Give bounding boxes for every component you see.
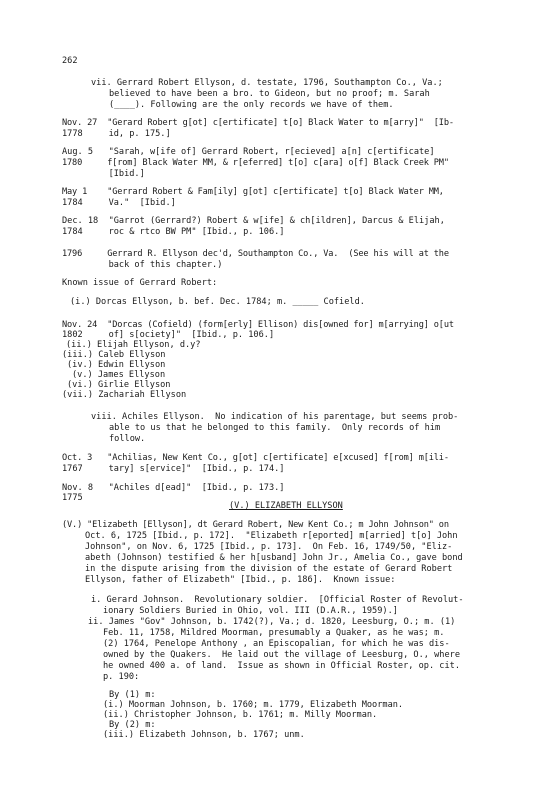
text-line: (ii.) Christopher Johnson, b. 1761; m. Milly Moorman. [103, 710, 378, 720]
text-line: By (1) m: [109, 690, 156, 700]
text-line: Nov. 27 "Gerard Robert g[ot] c[ertificate] t[o] Black Water to m[arry]" [Ib- [62, 118, 454, 128]
text-line: abeth (Johnson) testified & her h[usband] John Jr., Amelia Co., gave bond [85, 553, 463, 563]
text-line: (iii.) Caleb Ellyson [62, 350, 166, 360]
text-line: ionary Soldiers Buried in Ohio, vol. III (D.A.R., 1959).] [103, 606, 398, 616]
text-line: vii. Gerrard Robert Ellyson, d. testate, 1796, Southampton Co., Va.; [91, 78, 443, 88]
text-line: 1778 id, p. 175.] [62, 129, 171, 139]
text-line: 1775 [62, 493, 83, 503]
text-line: follow. [109, 434, 146, 444]
text-line: (iv.) Edwin Ellyson [67, 360, 166, 370]
text-line: p. 190: [103, 672, 140, 682]
text-line: (vi.) Girlie Ellyson [67, 380, 171, 390]
text-line: believed to have been a bro. to Gideon, but no proof; m. Sarah [109, 89, 430, 99]
text-line: 1802 of] s[ociety]" [Ibid., p. 106.] [62, 330, 275, 340]
text-line: Feb. 11, 1758, Mildred Moorman, presumably a Quaker, as he was; m. [103, 628, 445, 638]
section-heading: (V.) ELIZABETH ELLYSON [229, 501, 343, 511]
text-line: (i.) Dorcas Ellyson, b. bef. Dec. 1784; m. _____ Cofield. [70, 297, 365, 307]
text-line: viii. Achiles Ellyson. No indication of his parentage, but seems prob- [91, 412, 459, 422]
text-line: May 1 "Gerrard Robert & Fam[ily] g[ot] c[ertificate] t[o] Black Water MM, [62, 187, 444, 197]
text-line: Oct. 6, 1725 [Ibid., p. 172]. "Elizabeth r[eported] m[arried] t[o] John [85, 531, 458, 541]
text-line: 1767 tary] s[ervice]" [Ibid., p. 174.] [62, 464, 285, 474]
text-line: (iii.) Elizabeth Johnson, b. 1767; unm. [103, 730, 305, 740]
page-number: 262 [62, 56, 78, 66]
text-line: (i.) Moorman Johnson, b. 1760; m. 1779, Elizabeth Moorman. [103, 700, 404, 710]
text-line: (V.) "Elizabeth [Ellyson], dt Gerard Robert, New Kent Co.; m John Johnson" on [62, 520, 449, 530]
text-line: 1784 Va." [Ibid.] [62, 198, 176, 208]
text-line: 1784 roc & rtco BW PM" [Ibid., p. 106.] [62, 227, 285, 237]
text-line: owned by the Quakers. He laid out the village of Leesburg, O., where [103, 650, 460, 660]
text-line: (v.) James Ellyson [72, 370, 166, 380]
text-line: back of this chapter.) [62, 260, 223, 270]
text-line: 1796 Gerrard R. Ellyson dec'd, Southampton Co., Va. (See his will at the [62, 249, 449, 259]
text-line: By (2) m: [109, 720, 156, 730]
text-line: (____). Following are the only records we have of them. [109, 100, 394, 110]
text-line: (2) 1764, Penelope Anthony , an Episcopalian, for which he was dis- [103, 639, 450, 649]
text-line: ii. James "Gov" Johnson, b. 1742(?), Va.; d. 1820, Leesburg, O.; m. (1) [88, 617, 456, 627]
text-line: in the dispute arising from the division of the estate of Gerard Robert [85, 564, 453, 574]
text-line: i. Gerard Johnson. Revolutionary soldier. [Official Roster of Revolut- [91, 595, 464, 605]
text-line: Johnson", on Nov. 6, 1725 [Ibid., p. 173]. On Feb. 16, 1749/50, "Eliz- [85, 542, 453, 552]
text-line: Dec. 18 "Garrot (Gerrard?) Robert & w[ife] & ch[ildren], Darcus & Elijah, [62, 216, 445, 226]
text-line: Ellyson, father of Elizabeth" [Ibid., p. 186]. Known issue: [85, 575, 396, 585]
text-line: [Ibid.] [62, 169, 145, 179]
text-line: Oct. 3 "Achilias, New Kent Co., g[ot] c[ertificate] e[xcused] f[rom] m[ili- [62, 453, 449, 463]
text-line: (ii.) Elijah Ellyson, d.y? [66, 340, 201, 350]
text-line: able to us that he belonged to this family. Only records of him [109, 423, 441, 433]
text-line: Known issue of Gerrard Robert: [62, 278, 218, 288]
text-line: (vii.) Zachariah Ellyson [62, 390, 187, 400]
text-line: Nov. 24 "Dorcas (Cofield) (form[erly] Ellison) dis[owned for] m[arrying] o[ut [62, 320, 454, 330]
text-line: Nov. 8 "Achiles d[ead]" [Ibid., p. 173.] [62, 483, 285, 493]
text-line: Aug. 5 "Sarah, w[ife of] Gerrard Robert, r[ecieved] a[n] c[ertificate] [62, 147, 435, 157]
text-line: he owned 400 a. of land. Issue as shown in Official Roster, op. cit. [103, 661, 460, 671]
text-line: 1780 f[rom] Black Water MM, & r[eferred] t[o] c[ara] o[f] Black Creek PM" [62, 158, 449, 168]
